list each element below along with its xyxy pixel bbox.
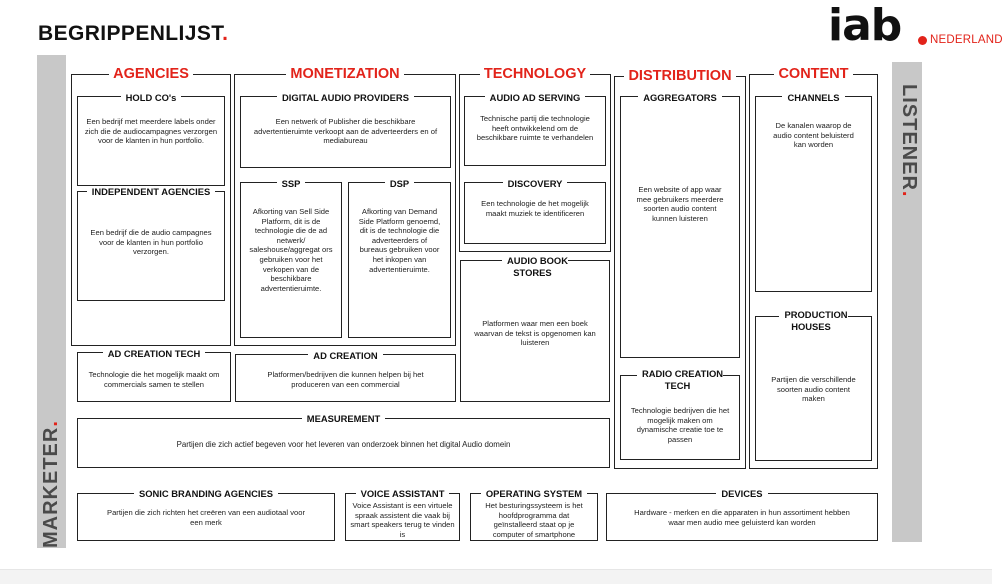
card-title: INDEPENDENT AGENCIES (78, 186, 224, 198)
page-title: BEGRIPPENLIJST. (38, 22, 229, 45)
card-sonic-branding (77, 488, 335, 541)
card-hold-cos (77, 92, 225, 186)
card-title: DISCOVERY (465, 178, 605, 190)
card-title: MEASUREMENT (78, 413, 609, 425)
card-title: SSP (241, 178, 341, 190)
card-text: Partijen die zich actief begeven voor het leveren van onderzoek binnen het digital Audio domein (176, 440, 511, 449)
card-title: DEVICES (607, 488, 877, 500)
card-text: Afkorting van Demand Side Platform genoemd, dit is de technologie die adverteerders of bureaus gebruiken voor het inkopen van advertentieruimte. (358, 207, 441, 274)
card-text: Een netwerk of Publisher die beschikbare advertentieruimte verkoopt aan de adverteerders en of mediabureau (253, 117, 438, 146)
card-aggregators (620, 92, 740, 358)
card-text: Een technologie de het mogelijk maakt muziek te identificeren (481, 199, 589, 218)
card-text: Platformen waar men een boek waarvan de tekst is opgenomen kan luisteren (474, 319, 596, 348)
card-text: Technologie bedrijven die het mogelijk maken om dynamische creatie toe te passen (630, 406, 730, 444)
card-text: Het besturingssysteem is het hoofdprogramma dat geïnstalleerd staat op je computer of smartphone (485, 501, 583, 539)
card-title: VOICE ASSISTANT (346, 488, 459, 500)
card-text: Partijen die zich richten het creëren van een audiotaal voor een merk (107, 508, 305, 527)
card-ssp (240, 178, 342, 338)
card-dsp (348, 178, 451, 338)
card-title: HOLD CO's (78, 92, 224, 104)
listener-label: LISTENER. (898, 84, 920, 198)
card-ad-creation (235, 350, 456, 402)
card-audio-ad-serving (464, 92, 606, 166)
card-text: Een bedrijf die de audio campagnes voor de klanten in hun portfolio verzorgen. (90, 228, 212, 257)
logo-dot (918, 36, 927, 45)
card-measurement (77, 413, 610, 468)
card-title: DIGITAL AUDIO PROVIDERS (241, 92, 450, 104)
card-title: DSP (349, 178, 450, 190)
card-text: Hardware - merken en die apparaten in hun assortiment hebben waar men audio mee geluisterd kan worden (634, 508, 850, 527)
card-devices (606, 488, 878, 541)
card-radio-creation-tech (620, 368, 740, 460)
section-monetization: MONETIZATION (234, 66, 456, 82)
card-title: AGGREGATORS (621, 92, 739, 104)
section-content: CONTENT (749, 66, 878, 82)
card-voice-assistant (345, 488, 460, 541)
section-distribution: DISTRIBUTION (614, 68, 746, 84)
logo-suffix: NEDERLAND (930, 34, 1003, 46)
logo-text: iab (828, 0, 902, 51)
card-text: Technische partij die technologie heeft ontwikkelend om de beschikbare ruimte te verhandelen (476, 114, 594, 143)
card-text: De kanalen waarop de audio content beluisterd kan worden (773, 121, 854, 150)
card-text: Voice Assistant is een virtuele spraak assistent die vaak bij smart speakers terug te vinden is (350, 501, 455, 539)
card-text: Een bedrijf met meerdere labels onder zich die de audiocampagnes verzorgen voor de klanten in hun portfolio. (84, 117, 218, 146)
card-operating-system (470, 488, 598, 541)
card-text: Partijen die verschillende soorten audio content maken (771, 375, 856, 404)
card-title: CHANNELS (756, 92, 871, 104)
card-title: RADIO CREATION TECH (621, 368, 739, 392)
card-text: Een website of app waar mee gebruikers meerdere soorten audio content kunnen luisteren (636, 185, 724, 223)
card-title: PRODUCTION HOUSES (756, 309, 871, 333)
card-title: AD CREATION TECH (78, 348, 230, 360)
card-channels (755, 92, 872, 292)
card-text: Afkorting van Sell Side Platform, dit is de technologie die de ad netwerk/ saleshouse/aggregat ors gebruiken voor het verkopen van de beschikbare advertentieruimte. (249, 207, 333, 293)
card-digital-audio-providers (240, 92, 451, 168)
card-title: AD CREATION (236, 350, 455, 362)
section-agencies: AGENCIES (71, 66, 231, 82)
card-title: SONIC BRANDING AGENCIES (78, 488, 334, 500)
section-technology: TECHNOLOGY (459, 66, 611, 82)
card-production-houses (755, 309, 872, 461)
card-discovery (464, 178, 606, 244)
card-title: AUDIO AD SERVING (465, 92, 605, 104)
marketer-label: MARKETER. (40, 420, 62, 548)
card-independent-agencies (77, 186, 225, 301)
footer-band (0, 569, 992, 584)
card-title: AUDIO BOOK STORES (461, 255, 609, 279)
card-text: Platformen/bedrijven die kunnen helpen bij het produceren van een commercial (267, 370, 424, 389)
card-text: Technologie die het mogelijk maakt om commercials samen te stellen (88, 370, 220, 389)
card-title: OPERATING SYSTEM (471, 488, 597, 500)
card-audio-book-stores (460, 255, 610, 402)
card-ad-creation-tech (77, 348, 231, 402)
